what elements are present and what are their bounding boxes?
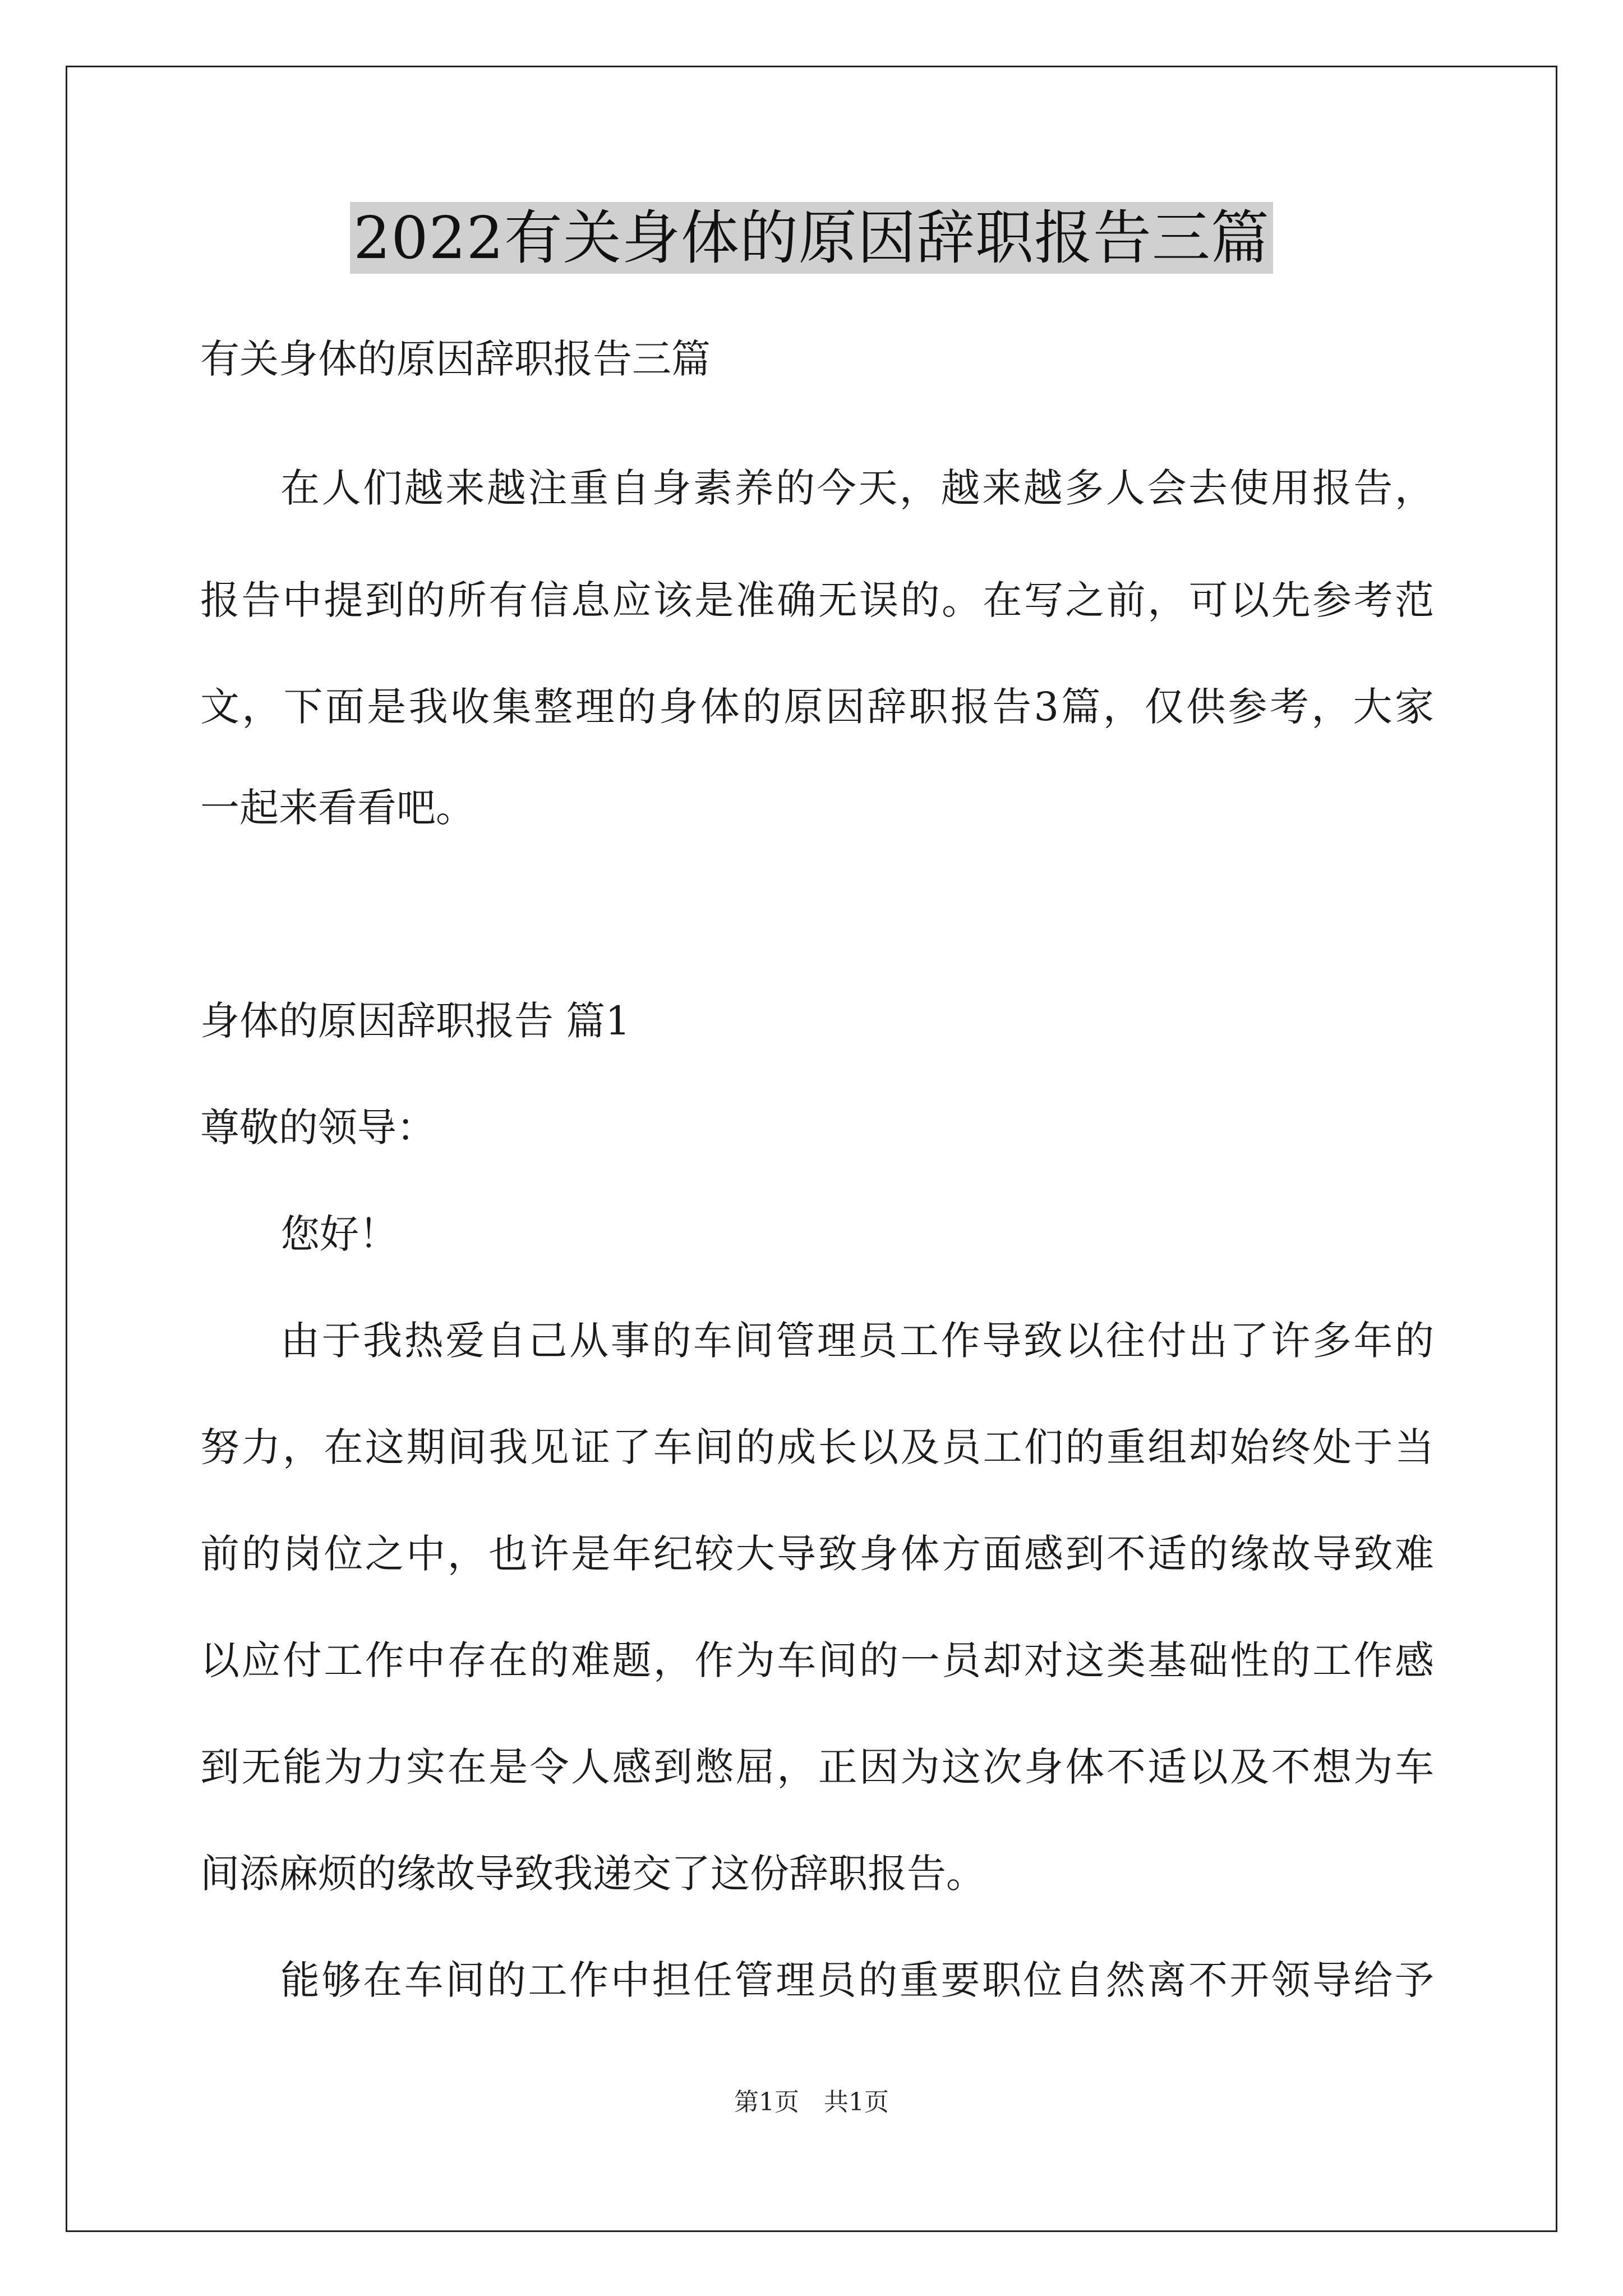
paragraph-line: 努力，在这期间我见证了车间的成长以及员工们的重组却始终处于当: [200, 1424, 1434, 1470]
document-title: 2022有关身体的原因辞职报告三篇: [350, 202, 1273, 274]
greeting: 您好！: [280, 1211, 398, 1257]
page-footer: 第1页 共1页: [734, 2088, 889, 2116]
paragraph-line: 间添麻烦的缘故导致我递交了这份辞职报告。: [200, 1851, 985, 1897]
paragraph-line: 到无能为力实在是令人感到憋屈，正因为这次身体不适以及不想为车: [200, 1744, 1434, 1790]
salutation: 尊敬的领导：: [200, 1105, 436, 1151]
paragraph-line: 前的岗位之中，也许是年纪较大导致身体方面感到不适的缘故导致难: [200, 1531, 1434, 1577]
paragraph-line: 由于我热爱自己从事的车间管理员工作导致以往付出了许多年的: [280, 1318, 1434, 1364]
title-container: [0, 202, 1623, 274]
paragraph-line: 一起来看看吧。: [200, 785, 475, 831]
subtitle-line: 有关身体的原因辞职报告三篇: [200, 336, 711, 382]
paragraph-line: 报告中提到的所有信息应该是准确无误的。在写之前，可以先参考范: [200, 577, 1434, 623]
paragraph-line: 能够在车间的工作中担任管理员的重要职位自然离不开领导给予: [280, 1957, 1434, 2003]
paragraph-line: 文，下面是我收集整理的身体的原因辞职报告3篇，仅供参考，大家: [200, 684, 1434, 730]
paragraph-line: 以应付工作中存在的难题，作为车间的一员却对这类基础性的工作感: [200, 1637, 1434, 1683]
paragraph-line: 在人们越来越注重自身素养的今天，越来越多人会去使用报告，: [280, 465, 1434, 511]
section-heading: 身体的原因辞职报告 篇1: [200, 998, 630, 1044]
